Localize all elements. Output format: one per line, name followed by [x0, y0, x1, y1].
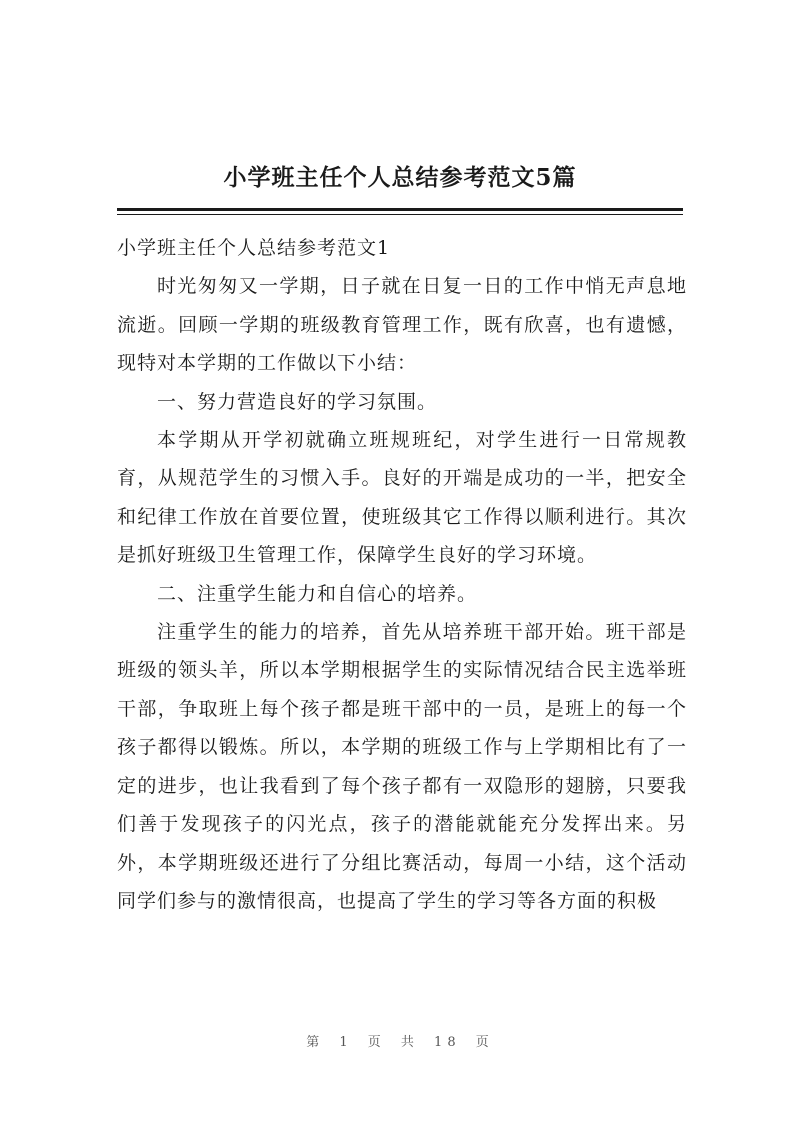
page-number-footer: 第 1 页 共 18 页 — [306, 1035, 494, 1050]
document-title: 小学班主任个人总结参考范文5篇 — [223, 164, 577, 191]
document-body — [117, 229, 687, 920]
paragraph-intro: 时光匆匆又一学期，日子就在日复一日的工作中悄无声息地流逝。回顾一学期的班级教育管理工作，既有欣喜，也有遗憾，现特对本学期的工作做以下小结： — [117, 275, 687, 375]
paragraph-learning-atmosphere: 本学期从开学初就确立班规班纪，对学生进行一日常规教育，从规范学生的习惯入手。良好的开端是成功的一半，把安全和纪律工作放在首要位置，使班级其它工作得以顺利进行。其次是抓好班级卫生管理工作，保障学生良好的学习环境。 — [117, 429, 687, 567]
title-divider-thick — [117, 208, 683, 211]
paragraph-ability-training: 注重学生的能力的培养，首先从培养班干部开始。班干部是班级的领头羊，所以本学期根据学生的实际情况结合民主选举班干部，争取班上每个孩子都是班干部中的一员，是班上的每一个孩子都得以锻炼。所以，本学期的班级工作与上学期相比有了一定的进步，也让我看到了每个孩子都有一双隐形的翅膀，只要我们善于发现孩子的闪光点，孩子的潜能就能充分发挥出来。另外，本学期班级还进行了分组比赛活动，每周一小结，这个活动同学们参与的激情很高，也提高了学生的学习等各方面的积极 — [117, 621, 687, 912]
paragraph-heading-two: 二、注重学生能力和自信心的培养。 — [157, 582, 478, 605]
title-divider-thin — [117, 214, 683, 215]
paragraph-heading-one: 一、努力营造良好的学习氛围。 — [157, 390, 438, 413]
section-heading: 小学班主任个人总结参考范文1 — [117, 237, 391, 259]
